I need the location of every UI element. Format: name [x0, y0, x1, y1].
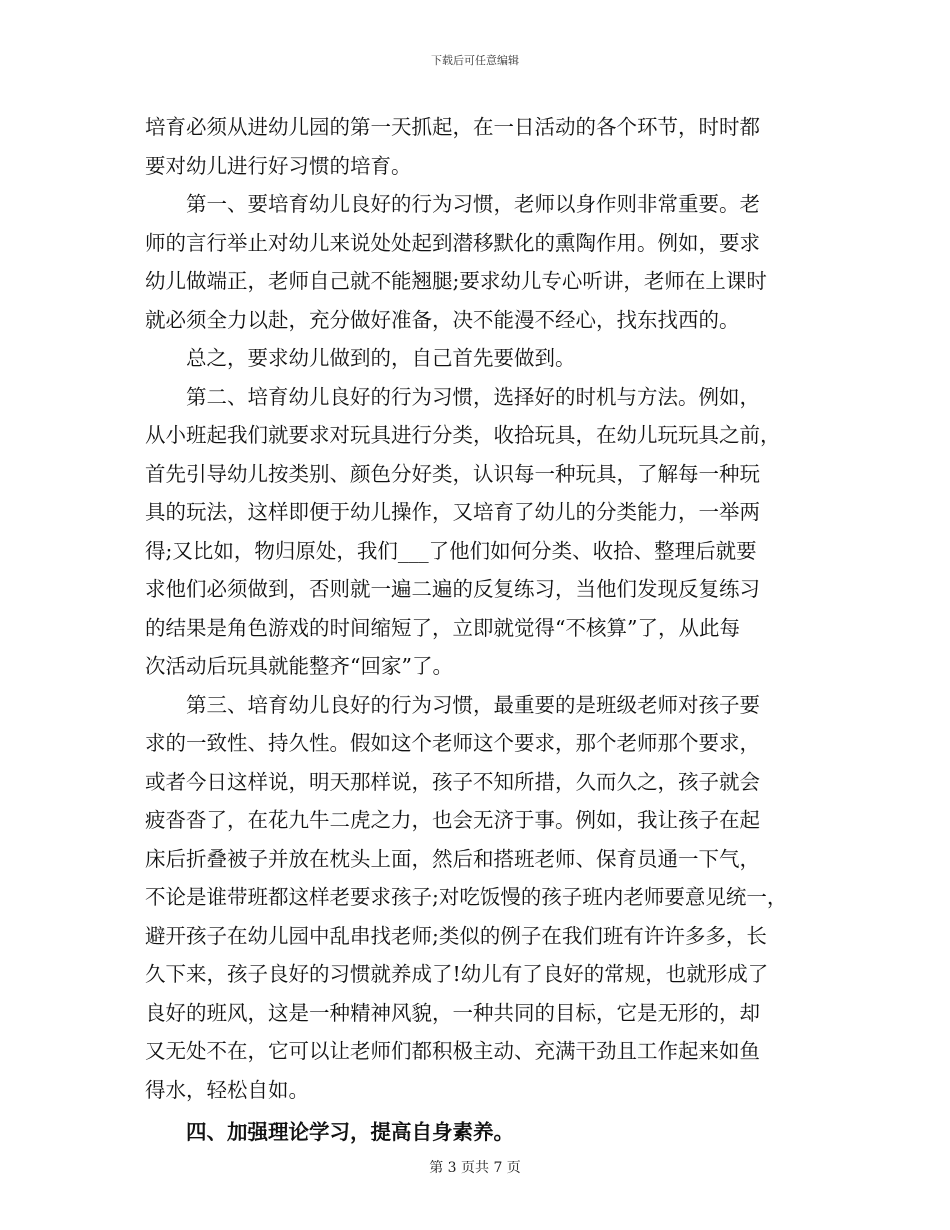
paragraph-start-line: 第一、要培育幼儿良好的行为习惯，老师以身作则非常重要。老 — [186, 192, 760, 216]
text-line: 具的玩法，这样即便于幼儿操作，又培育了幼儿的分类能力，一举两 — [145, 500, 760, 524]
text-line: 幼儿做端正，老师自己就不能翘腿;要求幼儿专心听讲，老师在上课时 — [145, 269, 767, 293]
page-footer: 第 3 页共 7 页 — [429, 1160, 521, 1176]
text-line: 得水，轻松自如。 — [145, 1077, 309, 1102]
text-line: 就必须全力以赴，充分做好准备，决不能漫不经心，找东找西的。 — [145, 307, 740, 332]
text-line: 的结果是角色游戏的时间缩短了，立即就觉得“不核算”了，从此每 — [145, 615, 740, 640]
text-line: 首先引导幼儿按类别、颜色分好类，认识每一种玩具，了解每一种玩 — [145, 461, 760, 486]
text-line: 或者今日这样说，明天那样说，孩子不知所措，久而久之，孩子就会 — [145, 769, 760, 794]
text-line: 从小班起我们就要求对玩具进行分类，收拾玩具，在幼儿玩玩具之前， — [145, 423, 781, 447]
text-line: 避开孩子在幼儿园中乱串找老师;类似的例子在我们班有许许多多，长 — [145, 923, 767, 948]
text-line: 求他们必须做到，否则就一遍二遍的反复练习，当他们发现反复练习 — [145, 577, 760, 601]
text-line: 师的言行举止对幼儿来说处处起到潜移默化的熏陶作用。例如，要求 — [145, 230, 760, 255]
text-line: 培育必须从进幼儿园的第一天抓起，在一日活动的各个环节，时时都 — [145, 115, 760, 139]
text-line: 次活动后玩具就能整齐“回家”了。 — [145, 654, 453, 678]
text-line: 不论是谁带班都这样老要求孩子;对吃饭慢的孩子班内老师要意见统一， — [145, 885, 788, 909]
text-line: 良好的班风，这是一种精神风貌，一种共同的目标，它是无形的，却 — [145, 1000, 760, 1025]
page-header: 下载后可任意编辑 — [431, 54, 519, 67]
text-line: 床后折叠被子并放在枕头上面，然后和搭班老师、保育员通一下气， — [145, 846, 760, 871]
text-line: 疲沓沓了，在花九牛二虎之力，也会无济于事。例如，我让孩子在起 — [145, 808, 760, 832]
text-line: 得;又比如，物归原处，我们___了他们如何分类、收拾、整理后就要 — [145, 538, 757, 563]
text-line: 要对幼儿进行好习惯的培育。 — [145, 153, 412, 178]
section-heading: 四、加强理论学习，提高自身素养。 — [186, 1120, 514, 1144]
paragraph-start-line: 总之，要求幼儿做到的，自己首先要做到。 — [186, 346, 576, 370]
paragraph-start-line: 第二、培育幼儿良好的行为习惯，选择好的时机与方法。例如， — [186, 384, 760, 409]
text-line: 求的一致性、持久性。假如这个老师这个要求，那个老师那个要求， — [145, 731, 760, 755]
text-line: 又无处不在，它可以让老师们都积极主动、充满干劲且工作起来如鱼 — [145, 1039, 760, 1063]
paragraph-start-line: 第三、培育幼儿良好的行为习惯，最重要的是班级老师对孩子要 — [186, 692, 760, 717]
document-body — [145, 108, 815, 1152]
text-line: 久下来，孩子良好的习惯就养成了!幼儿有了良好的常规，也就形成了 — [145, 962, 769, 986]
